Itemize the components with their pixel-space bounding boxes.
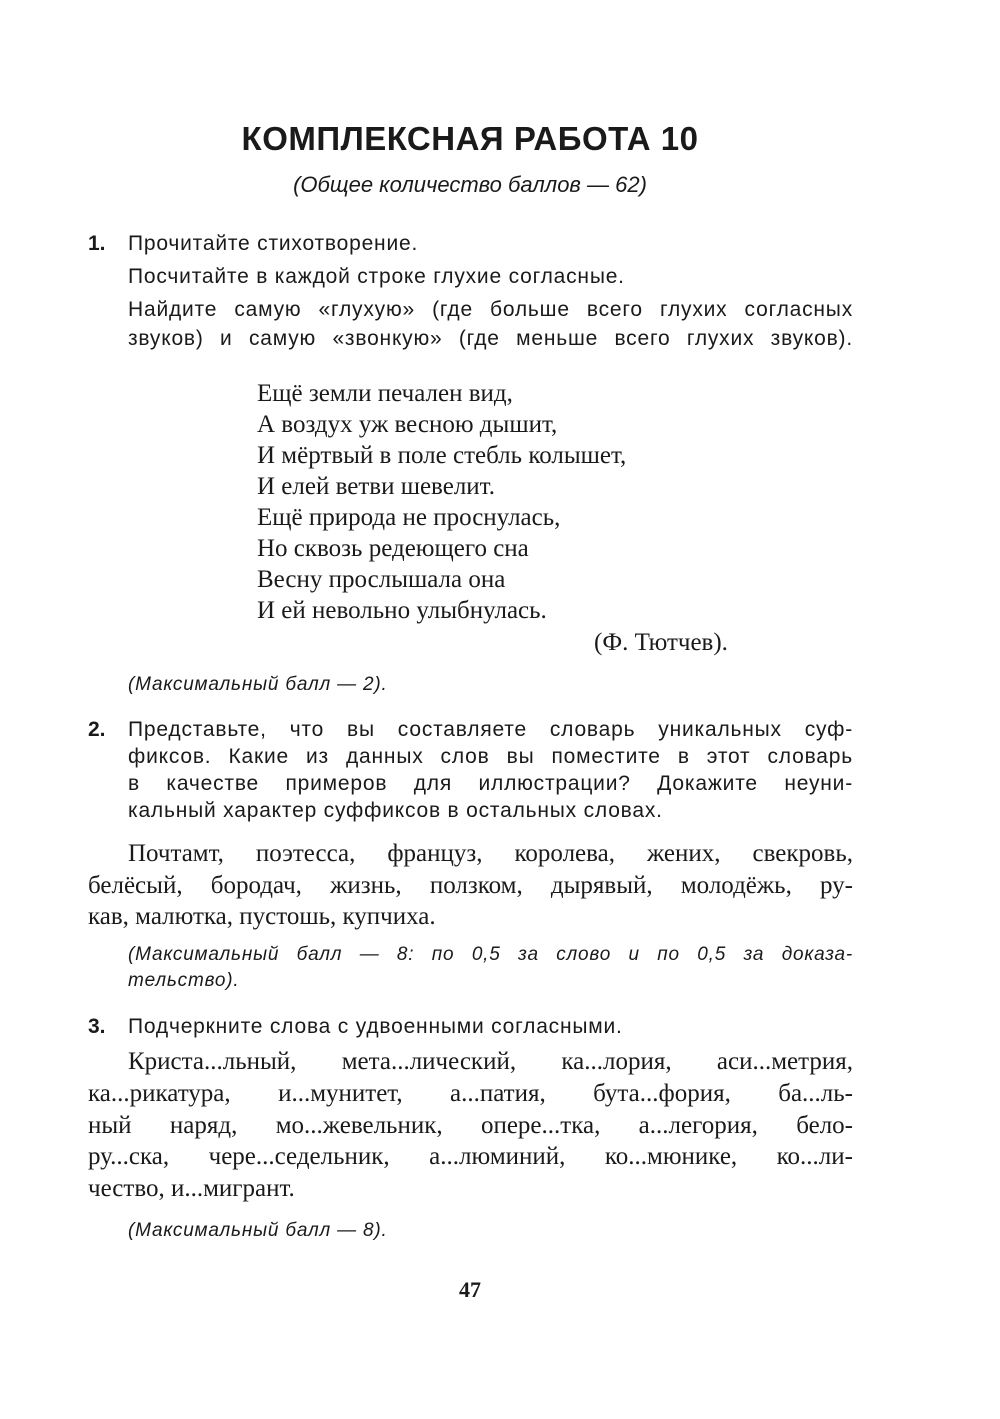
- poem-line: Ещё природа не проснулась,: [257, 504, 561, 531]
- page-number: 47: [459, 1277, 481, 1302]
- task-2-words-line: белёсый, бородач, жизнь, ползком, дырявый, молодёжь, ру-: [88, 872, 853, 899]
- task-3-words-line: Криста...льный, мета...лический, ка...лория, аси...метрия,: [128, 1048, 853, 1075]
- poem-line: И ей невольно улыбнулась.: [257, 597, 547, 624]
- poem-line: Но сквозь редеющего сна: [257, 535, 529, 562]
- task-1-number: 1.: [88, 232, 106, 255]
- task-2-instruction-line: кальный характер суффиксов в остальных словах.: [128, 799, 663, 822]
- task-2-number: 2.: [88, 718, 106, 741]
- task-3-number: 3.: [88, 1015, 106, 1038]
- task-2-score-line: (Максимальный балл — 8: по 0,5 за слово и по 0,5 за доказа-: [128, 944, 853, 965]
- poem-line: Ещё земли печален вид,: [257, 380, 513, 407]
- task-3-words-line: чество, и...мигрант.: [88, 1175, 295, 1202]
- task-3-words-line: ный наряд, мо...жевельник, опере...тка, а...легория, бело-: [88, 1112, 853, 1139]
- task-3-words-line: ру...ска, чере...седельник, а...люминий, ко...мюнике, ко...ли-: [88, 1143, 853, 1170]
- task-1-instruction-3b: звуков) и самую «звонкую» (где меньше всего глухих звуков).: [128, 327, 853, 350]
- task-1-score: (Максимальный балл — 2).: [128, 674, 388, 695]
- task-3-words-line: ка...рикатура, и...мунитет, а...патия, бута...фория, ба...ль-: [88, 1080, 853, 1107]
- task-2-score-line: тельство).: [128, 970, 240, 991]
- task-1-instruction-2: Посчитайте в каждой строке глухие согласные.: [128, 265, 625, 288]
- poem-author: (Ф. Тютчев).: [594, 629, 728, 656]
- total-score-subtitle: (Общее количество баллов — 62): [293, 172, 647, 197]
- task-1-instruction-3a: Найдите самую «глухую» (где больше всего глухих согласных: [128, 298, 853, 321]
- task-2-words-line: Почтамт, поэтесса, француз, королева, жених, свекровь,: [128, 840, 853, 867]
- task-2-words-line: кав, малютка, пустошь, купчиха.: [88, 903, 436, 930]
- poem-line: И елей ветви шевелит.: [257, 473, 495, 500]
- task-3-instruction: Подчеркните слова с удвоенными согласными.: [128, 1015, 623, 1038]
- page-title: КОМПЛЕКСНАЯ РАБОТА 10: [241, 120, 699, 157]
- task-2-instruction-line: в качестве примеров для иллюстрации? Докажите неуни-: [128, 772, 853, 795]
- task-2-instruction-line: Представьте, что вы составляете словарь уникальных суф-: [128, 718, 853, 741]
- poem-line: А воздух уж весною дышит,: [257, 411, 558, 438]
- poem-line: Весну прослышала она: [257, 566, 506, 593]
- task-3-score: (Максимальный балл — 8).: [128, 1220, 388, 1241]
- task-1-instruction-1: Прочитайте стихотворение.: [128, 232, 419, 255]
- task-2-instruction-line: фиксов. Какие из данных слов вы поместите в этот словарь: [128, 745, 853, 768]
- poem-line: И мёртвый в поле стебль колышет,: [257, 442, 627, 469]
